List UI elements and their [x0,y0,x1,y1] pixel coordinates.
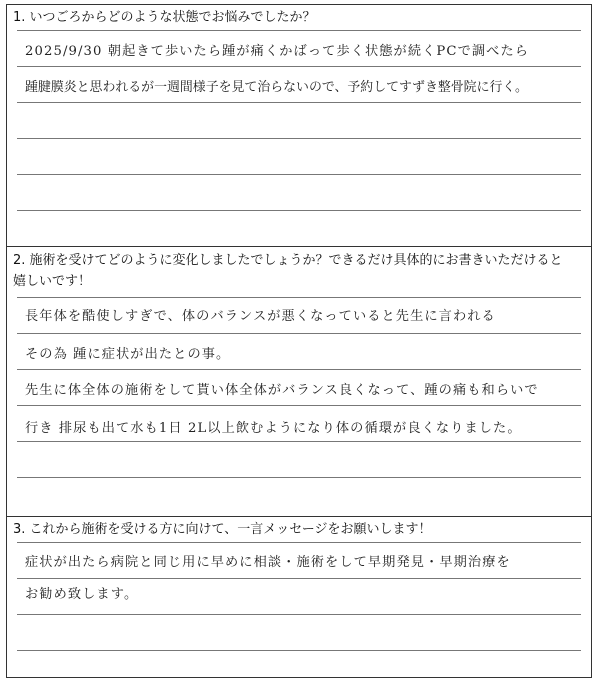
answer-2-line-3: 先生に体全体の施術をして貰い体全体がバランス良くなって、踵の痛も和らいで [25,383,539,398]
question-3-prompt: 3. これから施術を受ける方に向けて、一言メッセージをお願いします！ [13,522,432,537]
answer-3-line-1: 症状が出たら病院と同じ用に早めに相談・施術をして早期発見・早期治療を [25,555,511,570]
question-2-prompt-line-1: 2. 施術を受けてどのように変化しましたでしょうか？できるだけ具体的にお書きいただけると [13,253,563,268]
answer-rule [17,174,581,175]
answer-rule [17,297,581,298]
answer-rule [17,138,581,139]
answer-2-line-1: 長年体を酷使しすぎで、体のバランスが悪くなっていると先生に言われる [25,309,496,324]
answer-rule [17,30,581,31]
answer-rule [17,333,581,334]
question-1-prompt: 1. いつごろからどのような状態でお悩みでしたか？ [13,10,316,25]
answer-rule [17,578,581,579]
answer-rule [17,614,581,615]
question-2-section [7,247,591,517]
answer-rule [17,542,581,543]
answer-3-line-2: お勧め致します。 [25,587,139,602]
answer-1-line-2: 踵腱膜炎と思われるが一週間様子を見て治らないので、予約してすずき整骨院に行く。 [25,80,528,95]
answer-rule [17,369,581,370]
question-3-section [7,517,591,677]
answer-rule [17,102,581,103]
answer-rule [17,441,581,442]
answer-1-line-1: 2025/9/30 朝起きて歩いたら踵が痛くかばって歩く状態が続くPCで調べたら [25,44,530,59]
answer-2-line-2: その為 踵に症状が出たとの事。 [25,347,231,362]
answer-rule [17,66,581,67]
question-2-prompt-line-2: 嬉しいです！ [13,274,92,289]
answer-rule [17,210,581,211]
answer-2-line-4: 行き 排尿も出て水も1日 2L以上飲むようになり体の循環が良くなりました。 [25,421,522,436]
answer-rule [17,650,581,651]
answer-rule [17,405,581,406]
survey-sheet [6,4,592,678]
question-1-section [7,5,591,247]
answer-rule [17,477,581,478]
